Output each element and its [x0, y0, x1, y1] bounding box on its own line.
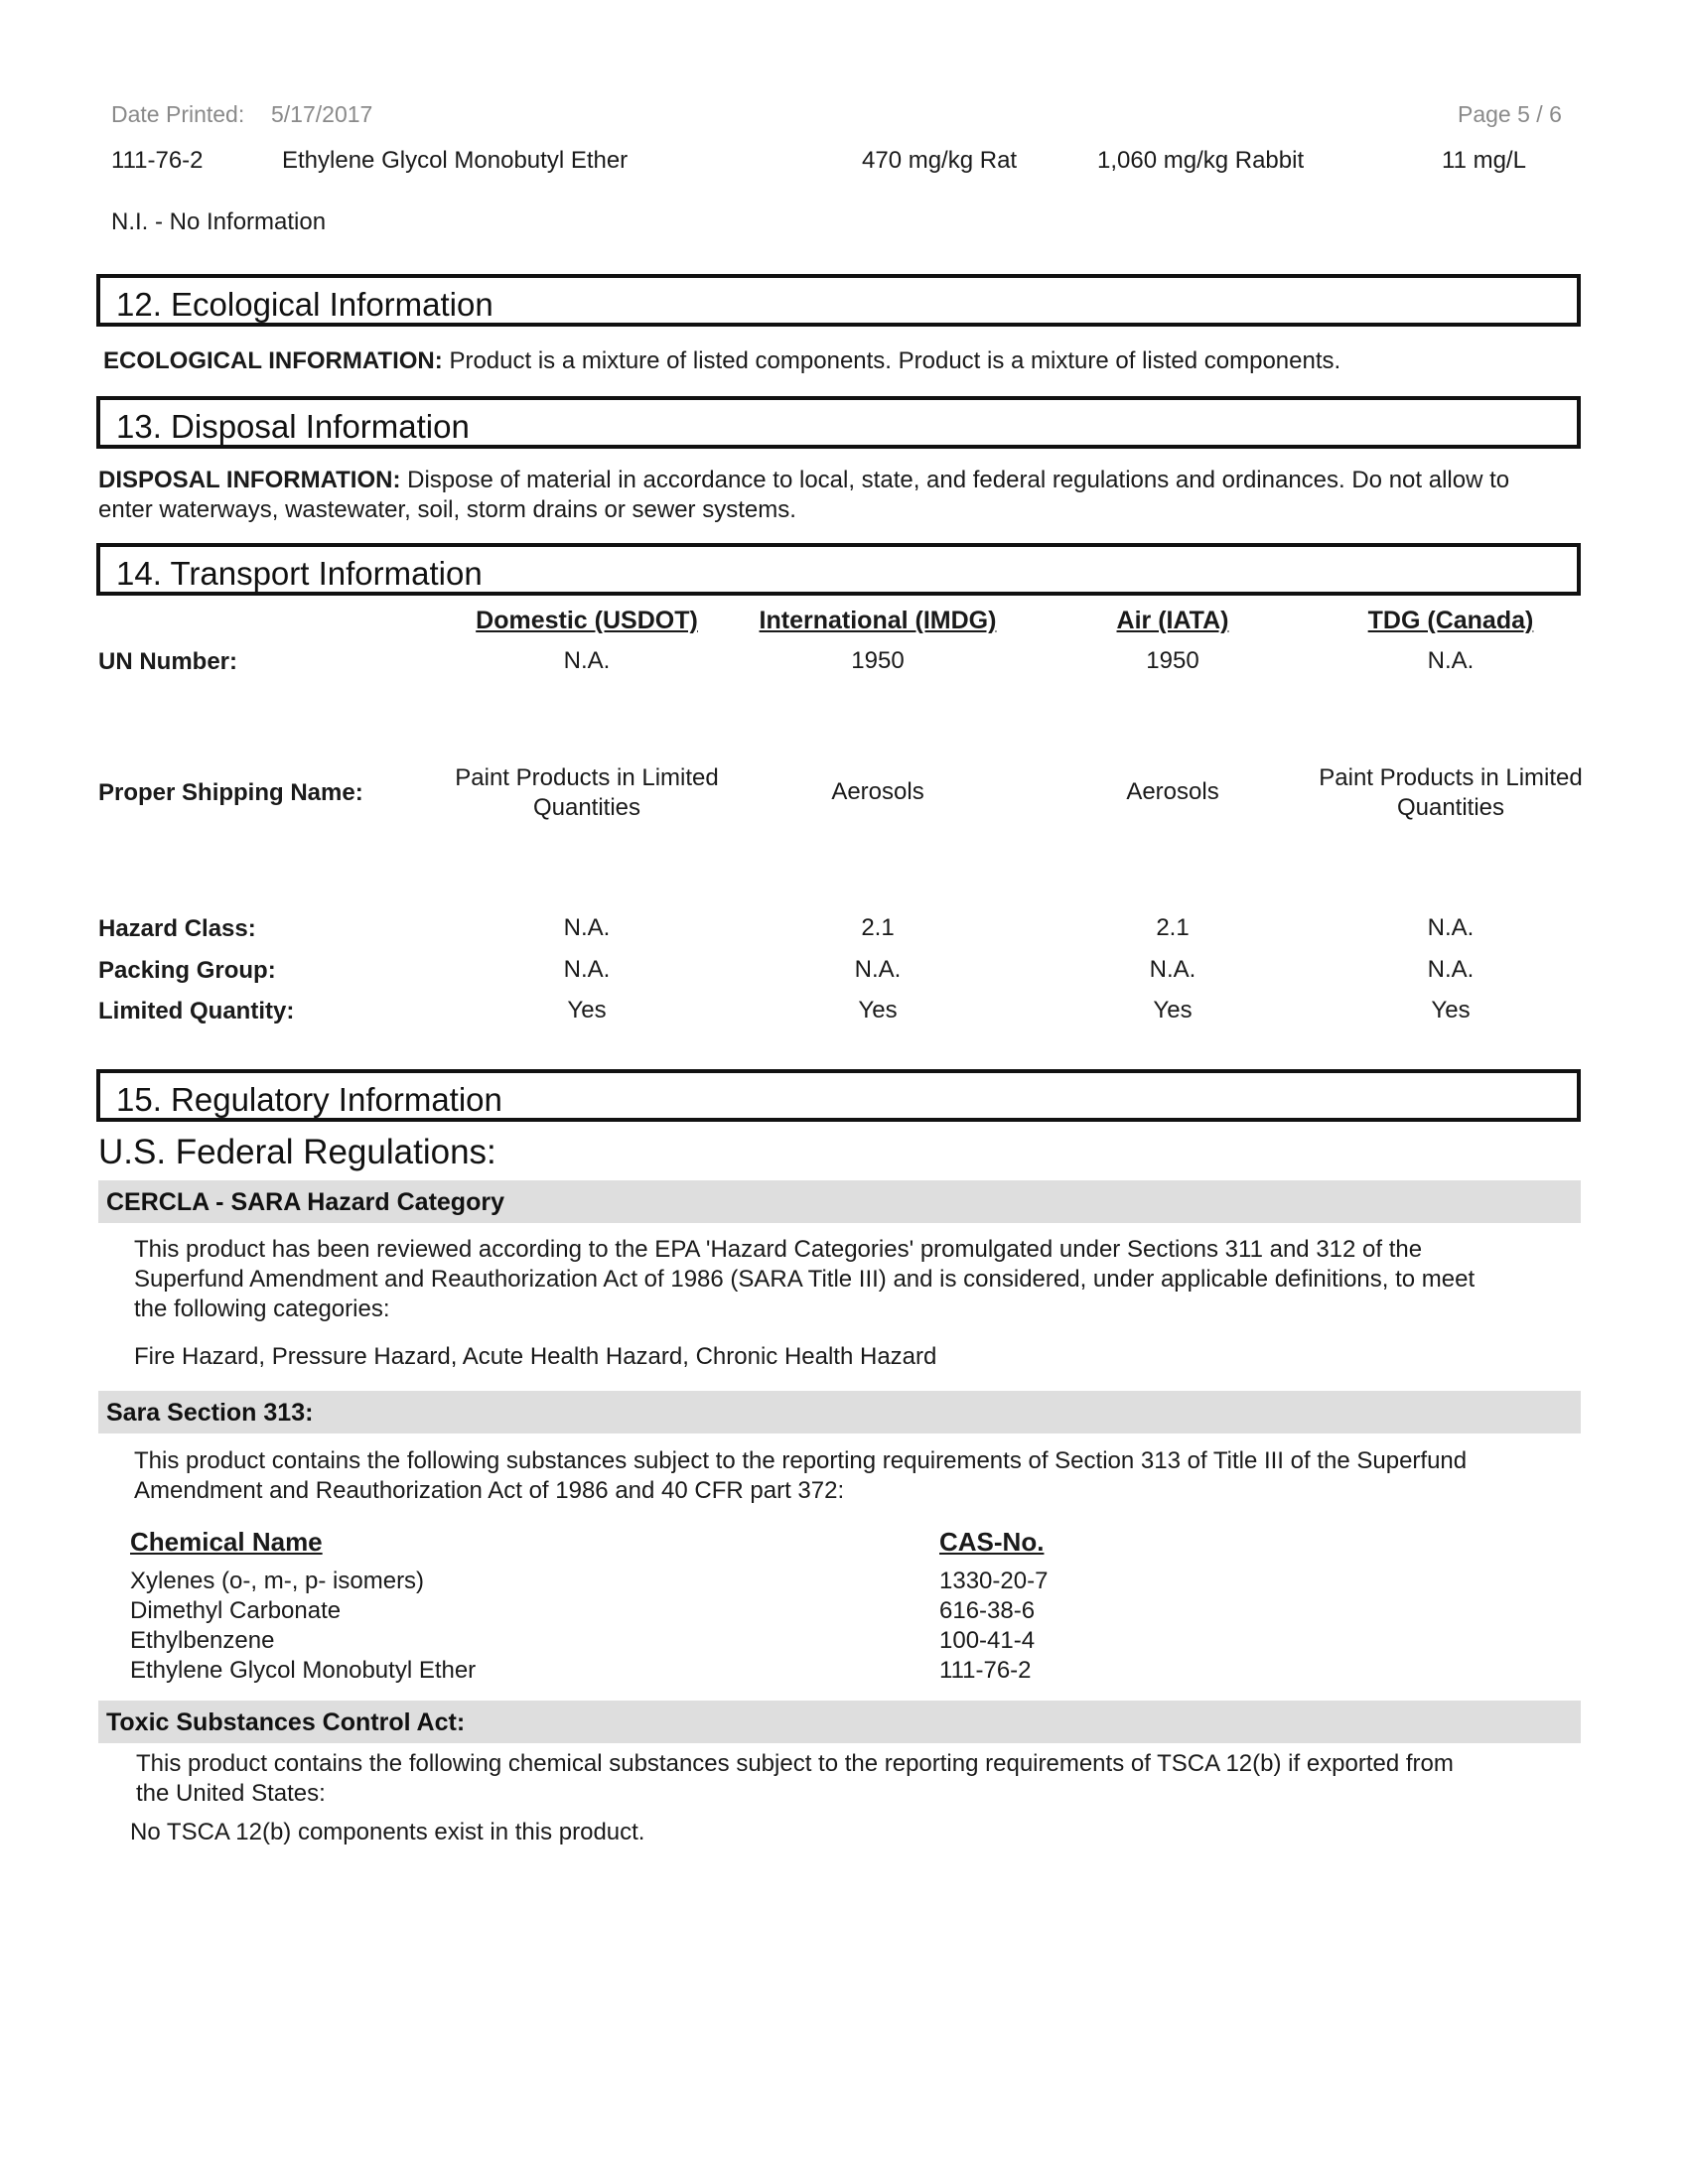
date-printed-label: Date Printed:: [111, 101, 245, 127]
sara-313-title: Sara Section 313:: [106, 1399, 314, 1427]
ecological-text: Product is a mixture of listed components. Product is a mixture of listed components.: [449, 347, 1341, 374]
tox-inhalation: 11 mg/L: [1442, 147, 1526, 174]
row-label-un-number: UN Number:: [98, 648, 238, 675]
ecological-info: [103, 346, 1573, 376]
chemical-name-4: Ethylene Glycol Monobutyl Ether: [130, 1657, 477, 1684]
un-number-imdg: 1950: [851, 647, 905, 674]
tox-dermal: 1,060 mg/kg Rabbit: [1097, 147, 1305, 174]
cercla-text: This product has been reviewed according to the EPA 'Hazard Categories' promulgated under Sections 311 and 312 of the Superfund Amendment and Reauthorization Act of 1986 (SARA Title III) and is considered, under applicable definitions, to meet the following categories:: [134, 1236, 1476, 1322]
chemical-name-2: Dimethyl Carbonate: [130, 1597, 342, 1624]
chemical-cas-2: 616-38-6: [939, 1597, 1036, 1624]
limited-quantity-iata: Yes: [1153, 997, 1193, 1024]
ni-note: N.I. - No Information: [111, 208, 327, 235]
sara-313-bar: [98, 1391, 1581, 1433]
cas-no-header: CAS-No.: [939, 1527, 1045, 1557]
date-printed-value: 5/17/2017: [271, 101, 373, 127]
row-label-shipping-name: Proper Shipping Name:: [98, 779, 363, 806]
hazard-class-usdot: N.A.: [563, 914, 611, 941]
shipping-name-usdot: Paint Products in Limited Quantities: [455, 764, 719, 821]
shipping-name-imdg: Aerosols: [831, 778, 924, 805]
packing-group-usdot: N.A.: [563, 956, 611, 983]
col-tdg-canada: TDG (Canada): [1367, 607, 1534, 634]
tox-name: Ethylene Glycol Monobutyl Ether: [282, 147, 629, 174]
col-domestic-usdot: Domestic (USDOT): [476, 607, 698, 634]
un-number-usdot: N.A.: [563, 647, 611, 674]
tsca-bar: [98, 1701, 1581, 1743]
hazard-class-tdg: N.A.: [1427, 914, 1475, 941]
un-number-tdg: N.A.: [1427, 647, 1475, 674]
sara-313-text: This product contains the following substances subject to the reporting requirements of Section 313 of Title III of the Superfund Amendment and Reauthorization Act of 1986 and 40 CFR part 372:: [134, 1447, 1468, 1504]
row-label-hazard-class: Hazard Class:: [98, 915, 256, 942]
limited-quantity-usdot: Yes: [567, 997, 607, 1024]
page-number: Page 5 / 6: [1458, 101, 1562, 127]
chemical-name-1: Xylenes (o-, m-, p- isomers): [130, 1568, 425, 1594]
cercla-categories: Fire Hazard, Pressure Hazard, Acute Health Hazard, Chronic Health Hazard: [134, 1343, 937, 1370]
chemical-cas-3: 100-41-4: [939, 1627, 1036, 1654]
chemical-cas-4: 111-76-2: [939, 1657, 1032, 1684]
row-label-limited-quantity: Limited Quantity:: [98, 998, 295, 1024]
chemical-name-header: Chemical Name: [130, 1527, 323, 1557]
tsca-title: Toxic Substances Control Act:: [106, 1708, 466, 1736]
section-14-title: 14. Transport Information: [116, 555, 483, 592]
section-15-header: [96, 1069, 1581, 1122]
section-15-title: 15. Regulatory Information: [116, 1081, 502, 1118]
section-13-header: [96, 396, 1581, 449]
limited-quantity-tdg: Yes: [1431, 997, 1471, 1024]
section-13-title: 13. Disposal Information: [116, 408, 470, 445]
cercla-title: CERCLA - SARA Hazard Category: [106, 1188, 504, 1216]
disposal-label: DISPOSAL INFORMATION:: [98, 467, 401, 493]
tsca-text: This product contains the following chemical substances subject to the reporting requirements of TSCA 12(b) if exported from the United States:: [136, 1750, 1454, 1807]
disposal-text: Dispose of material in accordance to local, state, and federal regulations and ordinances. Do not allow to enter waterways, wastewater, soil, storm drains or sewer systems.: [98, 467, 1510, 523]
packing-group-imdg: N.A.: [854, 956, 902, 983]
shipping-name-iata: Aerosols: [1126, 778, 1219, 805]
us-federal-regulations-title: U.S. Federal Regulations:: [98, 1133, 496, 1171]
shipping-name-tdg: Paint Products in Limited Quantities: [1319, 764, 1583, 821]
un-number-iata: 1950: [1146, 647, 1199, 674]
tsca-note: No TSCA 12(b) components exist in this product.: [130, 1819, 645, 1845]
tox-cas: 111-76-2: [111, 147, 204, 174]
disposal-info: [98, 466, 1568, 525]
packing-group-iata: N.A.: [1149, 956, 1196, 983]
packing-group-tdg: N.A.: [1427, 956, 1475, 983]
hazard-class-iata: 2.1: [1156, 914, 1190, 941]
tox-oral: 470 mg/kg Rat: [862, 147, 1018, 174]
col-international-imdg: International (IMDG): [759, 607, 997, 634]
ecological-label: ECOLOGICAL INFORMATION:: [103, 347, 443, 374]
col-air-iata: Air (IATA): [1116, 607, 1229, 634]
cercla-bar: [98, 1180, 1581, 1223]
section-12-title: 12. Ecological Information: [116, 286, 493, 323]
row-label-packing-group: Packing Group:: [98, 957, 276, 984]
hazard-class-imdg: 2.1: [861, 914, 895, 941]
chemical-cas-1: 1330-20-7: [939, 1568, 1049, 1594]
limited-quantity-imdg: Yes: [858, 997, 898, 1024]
section-14-header: [96, 543, 1581, 596]
chemical-name-3: Ethylbenzene: [130, 1627, 275, 1654]
section-12-header: [96, 274, 1581, 327]
